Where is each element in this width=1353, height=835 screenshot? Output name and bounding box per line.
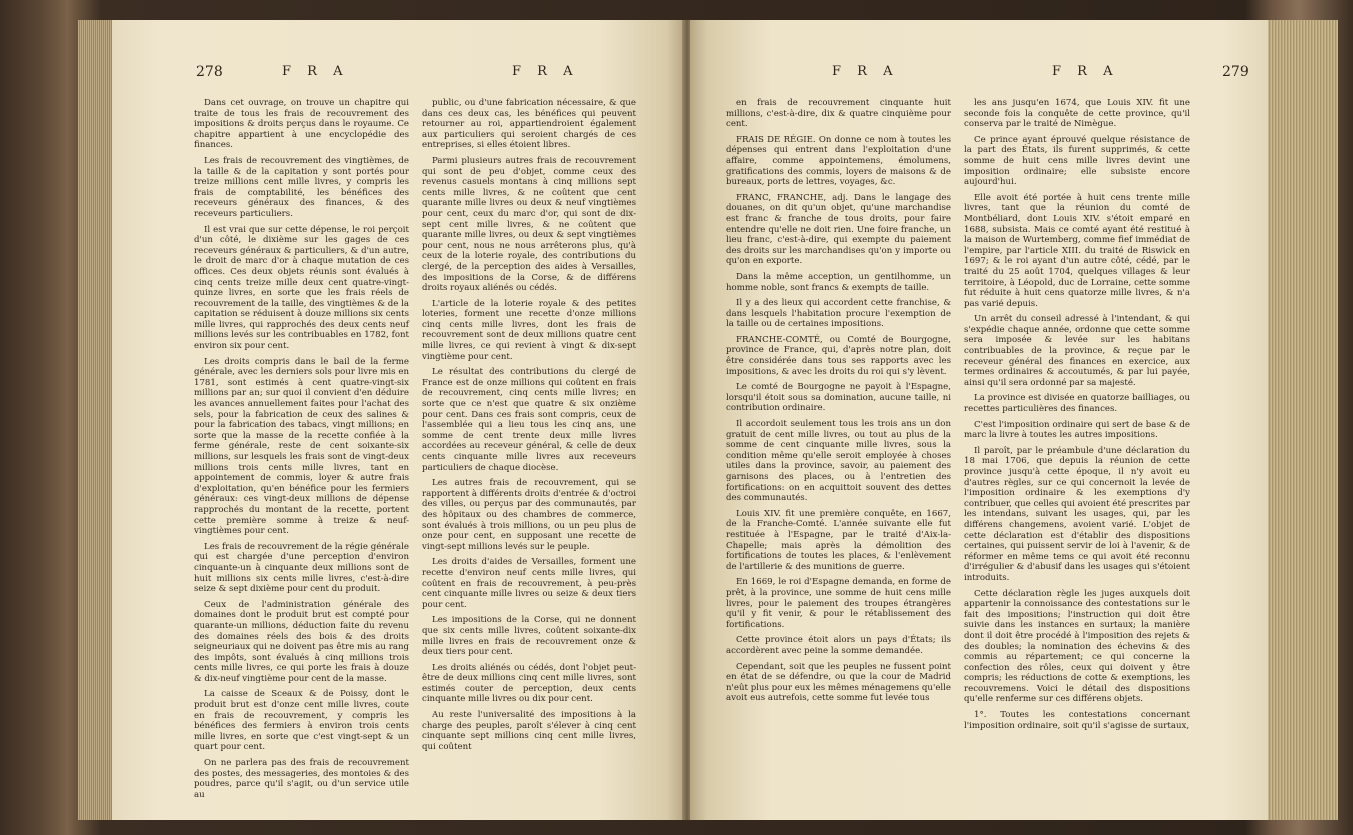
paragraph: En 1669, le roi d'Espagne demanda, en forme de prêt, à la province, une somme de huit cens mille livres, pour le paiement des troupes étrangères qu'il y fit venir, & pour le rétablissement des fortifications. [726,577,951,630]
page-number-left: 278 [196,64,223,80]
paragraph: Les droits compris dans le bail de la ferme générale, avec les derniers sols pour livre mis en 1781, sont estimés à cent quatre-vingt-six millions par an; sur quoi il convient d'en déduire les avances annuellement faites pour l'achat des sels, pour la fabrication de ceux des salines & pour la fabrication des tabacs, vingt millions; en sorte que la masse de la recette confiée à la ferme générale, reste de cent soixante-six millions, sur lesquels les frais sont de vingt-deux millions trois cents mille livres, tant en appointement de commis, loyer & autre frais d'exploitation, qu'en bénéfice pour les fermiers généraux: ces vingt-deux millions de dépense rapprochés du montant de la recette, portent cette première somme à treize & neuf-vingtièmes pour cent. [194,356,409,537]
paragraph: Il accordoit seulement tous les trois ans un don gratuit de cent mille livres, ou tout au plus de la somme de cent cinquante mille livres, sous la condition même qu'elle seroit employée à choses utiles dans la province, savoir, au paiement des garnisons des places, ou à l'entretien des fortifications: on en acquittoit souvent des dettes des communautés. [726,419,951,504]
running-head-left-1: F R A [282,64,349,79]
left-column-2 [422,98,636,757]
paragraph: Il est vrai que sur cette dépense, le roi perçoit d'un côté, le dixième sur les gages de ces receveurs généraux & particuliers, & d'un autre, le droit de marc d'or à chaque mutation de ces offices. Ces deux objets réunis sont évalués à cinq cents treize mille deux cent quatre-vingt-quinze livres, en sorte que les frais réels de recouvrement de la taille, des vingtièmes & de la capitation se réduisent à douze millions six cents mille livres, qui rapprochés des deux cents neuf millions levés sur les contribuables en 1782, font environ six pour cent. [194,224,409,352]
running-head-right-1: F R A [832,64,899,79]
paragraph: Il paroît, par le préambule d'une déclaration du 18 mai 1706, que depuis la réunion de cette province jusqu'à cette époque, il n'y avoit eu d'autres règles, sur ce qui concernoit la levée de l'imposition ordinaire & les exemptions d'y contribuer, que celles qui avoient été prescrites par les intendans, suivant les usages, qui, par les différens changemens, avoient varié. L'objet de cette déclaration est d'établir des dispositions certaines, qui puissent servir de loi à l'avenir, & de réformer en même tems ce qui avoit été reconnu d'irrégulier & d'abusif dans les usages qui s'étoient introduits. [964,445,1190,583]
right-page [690,20,1268,820]
right-column-2 [964,98,1190,736]
paragraph: les ans jusqu'en 1674, que Louis XIV. fit une seconde fois la conquête de cette province, qu'il conserva par le traité de Nimègue. [964,98,1190,130]
paragraph: Un arrêt du conseil adressé à l'intendant, & qui s'expédie chaque année, ordonne que cette somme sera imposée & levée sur les habitans contribuables de la province, & reçue par le receveur général des finances en exercice, aux termes ordinaires & accoutumés, & par lui payée, ainsi qu'il sera ordonné par sa majesté. [964,314,1190,388]
paragraph: On ne parlera pas des frais de recouvrement des postes, des messageries, des montoies & des poudres, parce qu'il s'agit, ou d'un service utile au [194,758,409,800]
right-page-edges [1268,20,1338,820]
paragraph: FRAIS DE RÉGIE. On donne ce nom à toutes les dépenses qui entrent dans l'exploitation d'une affaire, comme appointemens, émolumens, gratifications des commis, loyers de maisons & de bureaux, ports de lettres, voyages, &c. [726,134,951,188]
paragraph: Cette déclaration règle les juges auxquels doit appartenir la connoissance des contestations sur le fait des impositions; l'instruction qui doit être suivie dans les instances en surtaux; la manière dont il doit être procédé à l'imposition des rejets & des doubles; la nomination des échevins & des commis au répartement; ce qui concerne la confection des rôles, ceux qui doivent y être compris; les réductions de cotte & exemptions, les recouvremens. Voici le détail des dispositions qu'elle renferme sur ces différens objets. [964,588,1190,705]
paragraph: Dans cet ouvrage, on trouve un chapitre qui traite de tous les frais de recouvrement des impositions & droits perçus dans le royaume. Ce chapitre appartient à une encyclopédie des finances. [194,98,409,151]
paragraph: Louis XIV. fit une première conquête, en 1667, de la Franche-Comté. L'année suivante elle fut restituée à l'Espagne, par le traité d'Aix-la-Chapelle; mais après la démolition des fortifications de toutes les places, & l'enlèvement de l'artillerie & des munitions de guerre. [726,508,951,572]
paragraph: Ce prince ayant éprouvé quelque résistance de la part des États, ils furent supprimés, & cette somme de huit cens mille livres devint une imposition ordinaire; elle subsiste encore aujourd'hui. [964,134,1190,188]
paragraph: Parmi plusieurs autres frais de recouvrement qui sont de peu d'objet, comme ceux des revenus casuels montans à cinq millions sept cents mille livres, & ne coûtent que cent quarante mille livres ou deux & neuf vingtièmes pour cent, ceux du marc d'or, qui sont de dix-sept cent mille livres, & ne coûtent que quarante mille livres, ou deux & sept vingtièmes pour cent, nous ne nous arrêterons plus, qu'à ceux de la loterie royale, des contributions du clergé, de la perception des aides à Versailles, des impositions de la Corse, & de différens droits royaux aliénés ou cédés. [422,155,636,294]
paragraph: Le comté de Bourgogne ne payoit à l'Espagne, lorsqu'il étoit sous sa domination, aucune taille, ni contribution ordinaire. [726,382,951,414]
paragraph: Cette province étoit alors un pays d'États; ils accordèrent avec peine la somme demandée. [726,635,951,656]
right-column-1 [726,98,951,709]
paragraph: Les impositions de la Corse, qui ne donnent que six cents mille livres, coûtent soixante-dix mille livres en frais de recouvrement onze & deux tiers pour cent. [422,615,636,658]
paragraph: La caisse de Sceaux & de Poissy, dont le produit brut est d'onze cent mille livres, coute en frais de recouvrement, y compris les bénéfices des fermiers à environ trois cents mille livres, en sorte que c'est vingt-sept & un quart pour cent. [194,689,409,753]
paragraph: Ceux de l'administration générale des domaines dont le produit brut est compté pour quarante-un millions, déduction faite du revenu des domaines réels des bois & des droits seigneuriaux qui ne doivent pas être mis au rang des impôts, sont évalués à cinq millions trois cents mille livres, ce qui porte les frais à douze & dix-neuf vingtième pour cent de la masse. [194,599,409,684]
paragraph: Le résultat des contributions du clergé de France est de onze millions qui coûtent en frais de recouvrement, cinq cents mille livres; en sorte que ce n'est que quatre & six onzième pour cent. Dans ces frais sont compris, ceux de l'assemblée qui a lieu tous les cinq ans, une somme de cent trente deux mille livres accordées au receveur général, & celle de deux cents cinquante mille livres aux receveurs particuliers de chaque diocèse. [422,367,636,473]
paragraph: Au reste l'universalité des impositions à la charge des peuples, paroît s'élever à cinq cent cinquante sept millions cinq cent mille livres, qui coûtent [422,710,636,752]
paragraph: Elle avoit été portée à huit cens trente mille livres, tant que la réunion du comté de Montbéliard, dont Louis XIV. s'étoit emparé en 1688, subsista. Mais ce comté ayant été restitué à la maison de Wurtemberg, comme fief immédiat de l'empire, par l'article XIII. du traité de Riswick en 1697; & le roi ayant d'un autre côté, cédé, par le traité du 25 août 1704, quelques villages & leur territoire, à Léopold, duc de Lorraine, cette somme fut réduite à huit cens quatorze mille livres, & n'a pas varié depuis. [964,192,1190,309]
paragraph: Dans la même acception, un gentilhomme, un homme noble, sont francs & exempts de taille. [726,271,951,293]
paragraph: Cependant, soit que les peuples ne fussent point en état de se défendre, ou que la cour de Madrid n'eût plus pour eux les mêmes ménagemens qu'elle avoit eus autrefois, cette somme fut levée tous [726,661,951,704]
paragraph: Les droits d'aides de Versailles, forment une recette d'environ neuf cents mille livres, qui coûtent en frais de recouvrement, à peu-près cent cinquante mille livres ou seize & deux tiers pour cent. [422,557,636,610]
paragraph: Les frais de recouvrement de la régie générale qui est chargée d'une perception d'environ cinquante-un à cinquante deux millions sont de huit millions six cents mille livres, c'est-à-dire seize & sept dixième pour cent du produit. [194,541,409,595]
paragraph: public, ou d'une fabrication nécessaire, & que dans ces deux cas, les bénéfices qui peuvent retourner au roi, appartiendroient également aux particuliers qui seroient chargés de ces entreprises, si elles étoient libres. [422,98,636,151]
paragraph: La province est divisée en quatorze bailliages, ou recettes particulières des finances. [964,393,1190,415]
paragraph: Les autres frais de recouvrement, qui se rapportent à différents droits d'entrée & d'octroi des villes, ou perçus par des communautés, par des hôpitaux ou des chambres de commerce, sont évalués à trois millions, ou un peu plus de onze pour cent, en supposant une recette de vingt-sept millions levés sur le peuple. [422,478,636,552]
paragraph: C'est l'imposition ordinaire qui sert de base & de marc la livre à toutes les autres impositions. [964,419,1190,441]
running-head-right-2: F R A [1052,64,1119,79]
paragraph: FRANC, FRANCHE, adj. Dans le langage des douanes, on dit qu'un objet, qu'une marchandise est franc & franche de tous droits, pour faire entendre qu'elle ne doit rien. Une foire franche, un lieu franc, c'est-à-dire, qui exempte du paiement des droits sur les marchandises qu'on y importe ou qu'on en exporte. [726,192,951,267]
paragraph: Les droits aliénés ou cédés, dont l'objet peut-être de deux millions cinq cent mille livres, sont estimés couter de perception, deux cents cinquante mille livres ou dix pour cent. [422,662,636,705]
paragraph: L'article de la loterie royale & des petites loteries, forment une recette d'onze millions cinq cents mille livres, dont les frais de recouvrement sont de deux millions quatre cent mille livres, ce qui revient à vingt & dix-sept vingtième pour cent. [422,298,636,362]
left-column-1 [194,98,409,805]
left-page-edges [78,20,112,820]
paragraph: Il y a des lieux qui accordent cette franchise, & dans lesquels l'habitation procure l'exemption de la taille ou de certaines impositions. [726,298,951,330]
paragraph: FRANCHE-COMTÉ, ou Comté de Bourgogne, province de France, qui, d'après notre plan, doit être considérée dans tous ses rapports avec les impositions, & avec les droits du roi qui s'y lèvent. [726,334,951,377]
page-number-right: 279 [1222,64,1249,80]
left-page [112,20,684,820]
paragraph: en frais de recouvrement cinquante huit millions, c'est-à-dire, dix & quatre cinquième pour cent. [726,98,951,130]
paragraph: 1°. Toutes les contestations concernant l'imposition ordinaire, soit qu'il s'agisse de surtaux, [964,710,1190,731]
running-head-left-2: F R A [512,64,579,79]
paragraph: Les frais de recouvrement des vingtièmes, de la taille & de la capitation y sont portés pour treize millions cent mille livres, y compris les frais de comptabilité, les bénéfices des receveurs généraux des finances, & des receveurs particuliers. [194,155,409,219]
